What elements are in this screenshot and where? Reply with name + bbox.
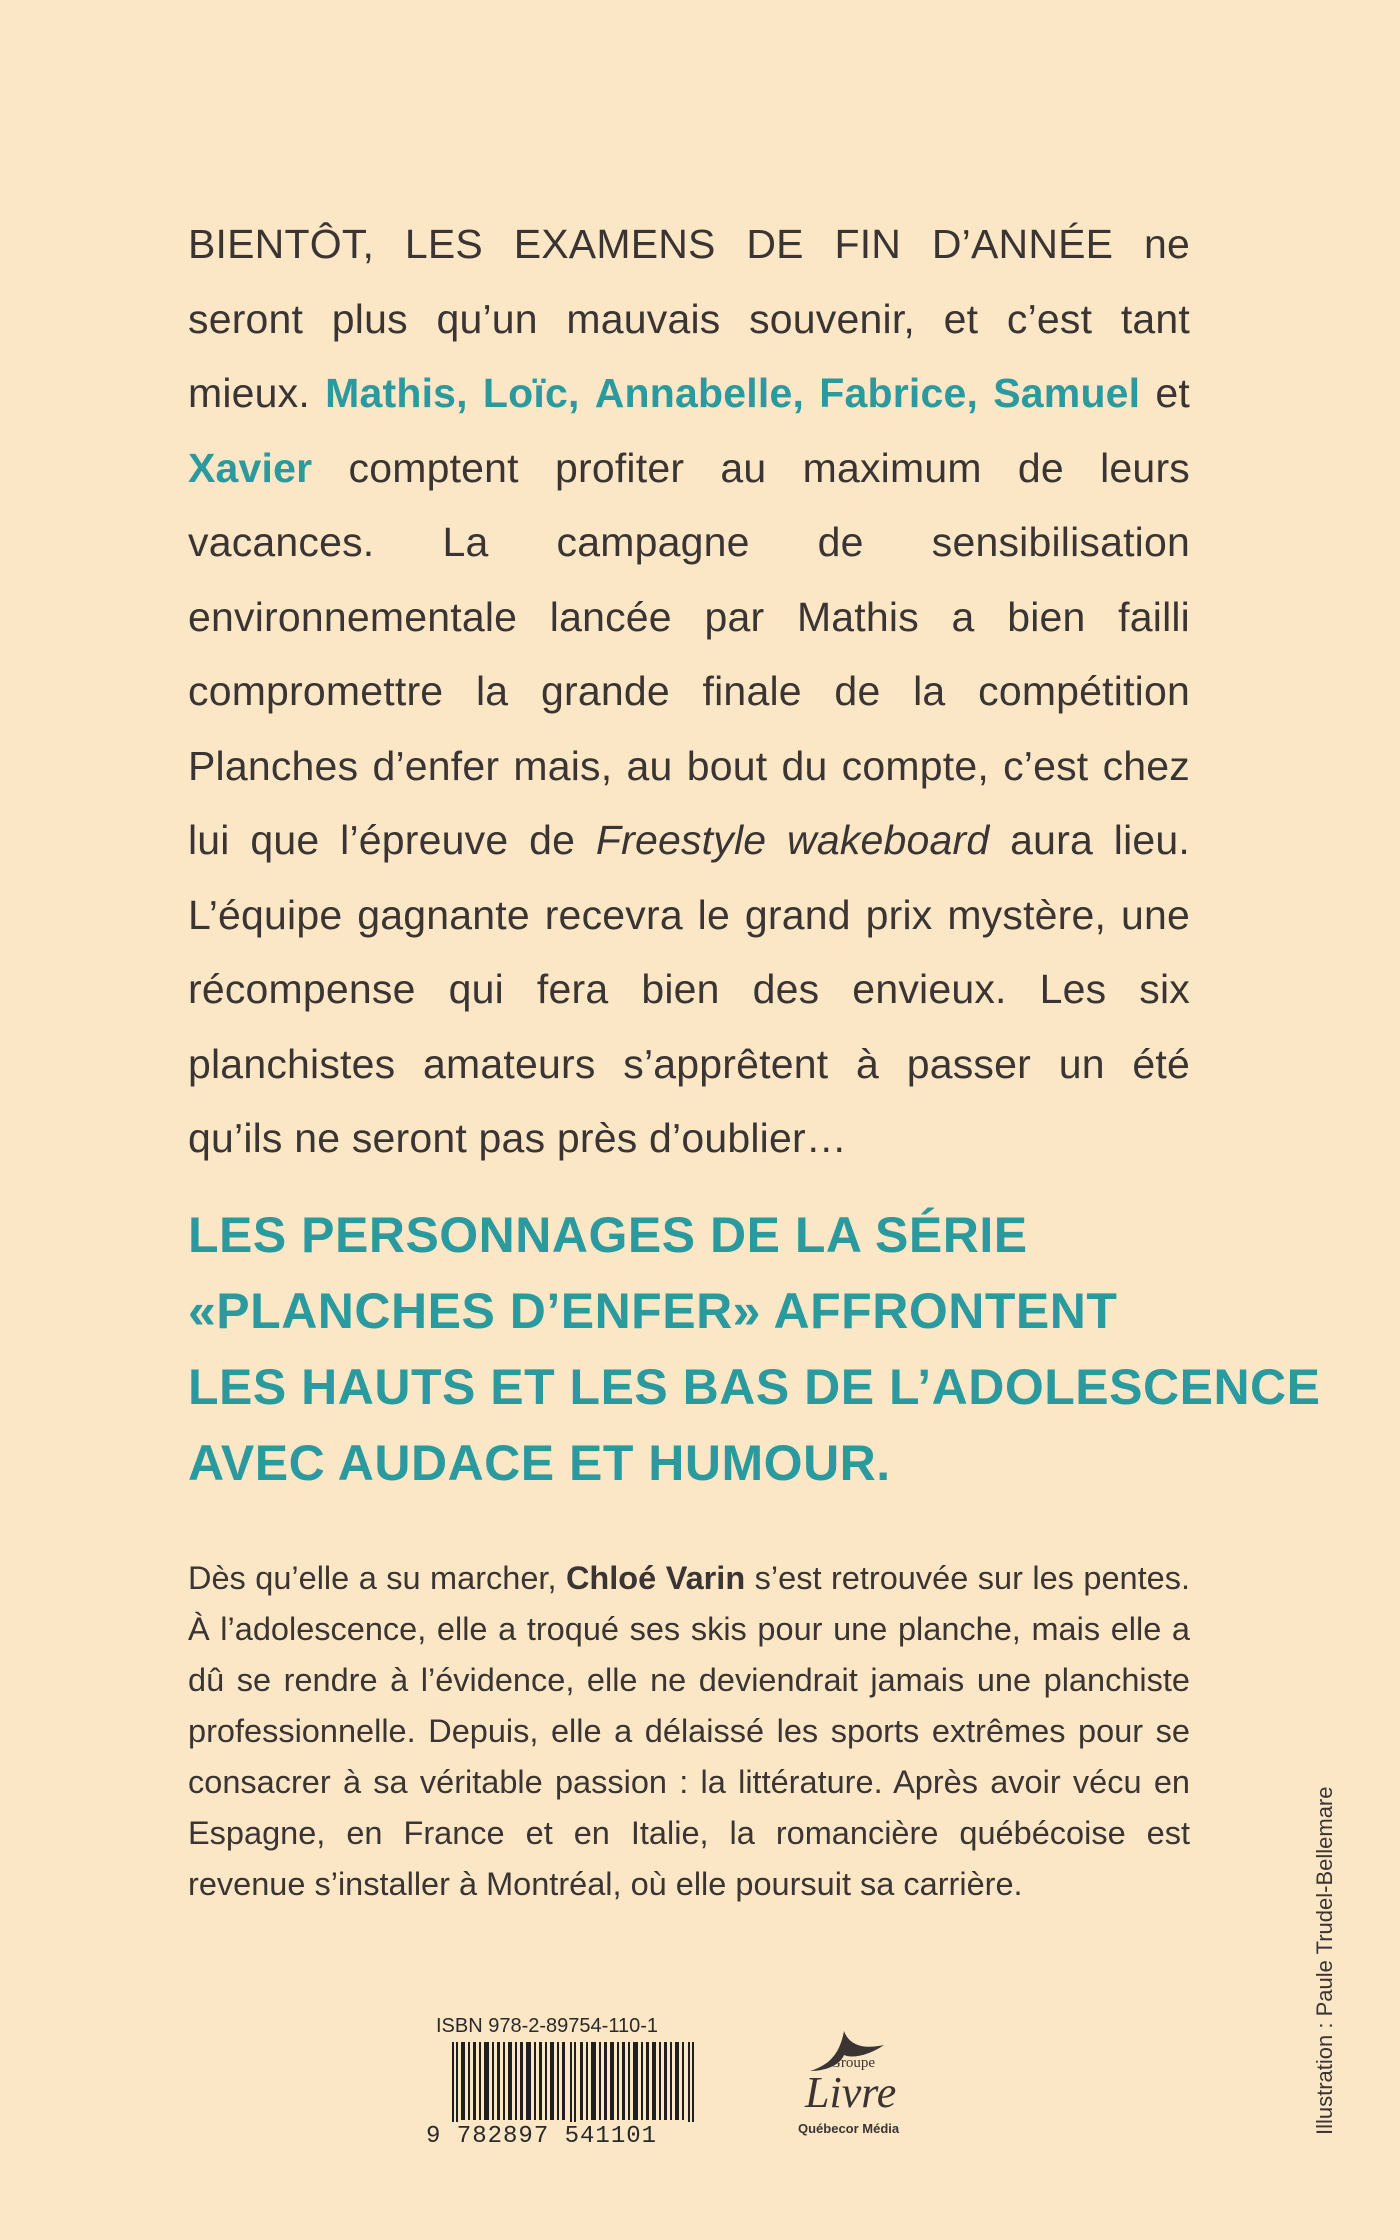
synopsis-caps-open: BIENTÔT, LES EXAMENS DE FIN D’ANNÉE	[188, 221, 1114, 267]
synopsis-paragraph	[188, 207, 1190, 1176]
tagline-line: LES HAUTS ET LES BAS DE L’ADOLESCENCE	[188, 1359, 1321, 1415]
illustration-credit: Illustration : Paule Trudel-Bellemare	[1312, 1786, 1337, 2135]
synopsis-text-3: aura lieu. L’équipe gagnante recevra le grand prix mystère, une récompense qui fera bien des envieux. Les six planchistes amateurs s’apprêtent à passer un été qu’ils ne seront pas près d’oublier…	[188, 817, 1190, 1161]
synopsis-text-2: comptent profiter au maximum de leurs vacances. La campagne de sensibilisation environnementale lancée par Mathis a bien failli compromettre la grande finale de la compétition Planches d’enfer mais, au bout du compte, c’est chez lui que l’épreuve de	[188, 444, 1190, 863]
publisher-livre: Livre	[805, 2068, 897, 2117]
character-name: Samuel	[993, 370, 1141, 416]
barcode-bars	[438, 2042, 728, 2122]
character-name: Fabrice,	[819, 370, 979, 416]
synopsis-and: et	[1140, 370, 1191, 416]
isbn-label: ISBN 978-2-89754-110-1	[436, 2015, 658, 2037]
publisher-logo	[760, 2025, 940, 2155]
character-name: Annabelle,	[594, 370, 805, 416]
tagline-line: «PLANCHES D’ENFER» AFFRONTENT	[188, 1283, 1118, 1339]
synopsis-italic: Freestyle wakeboard	[595, 817, 990, 863]
synopsis-text-1: ne seront plus qu’un mauvais souvenir, et c’est tant mieux.	[188, 221, 1190, 416]
series-tagline	[188, 1197, 1321, 1501]
publisher-groupe: Groupe	[830, 2055, 875, 2071]
barcode-digits: 9 782897 541101	[426, 2123, 658, 2150]
bio-text-1: Dès qu’elle a su marcher,	[188, 1560, 566, 1596]
author-name: Chloé Varin	[565, 1560, 746, 1596]
bio-text-2: s’est retrouvée sur les pentes. À l’adolescence, elle a troqué ses skis pour une planche, mais elle a dû se rendre à l’évidence, elle ne deviendrait jamais une planchiste professionnelle. Depuis, elle a délaissé les sports extrêmes pour se consacrer à sa véritable passion : la littérature. Après avoir vécu en Espagne, en France et en Italie, la romancière québécoise est revenue s’installer à Montréal, où elle poursuit sa carrière.	[188, 1560, 1190, 1902]
tagline-line: AVEC AUDACE ET HUMOUR.	[188, 1435, 891, 1491]
tagline-line: LES PERSONNAGES DE LA SÉRIE	[188, 1207, 1028, 1263]
author-bio	[188, 1553, 1190, 1910]
publisher-media: Québecor Média	[798, 2121, 900, 2136]
character-name: Mathis,	[325, 370, 468, 416]
character-name: Xavier	[188, 444, 313, 491]
character-name: Loïc,	[482, 370, 580, 416]
isbn-barcode	[426, 2015, 746, 2155]
